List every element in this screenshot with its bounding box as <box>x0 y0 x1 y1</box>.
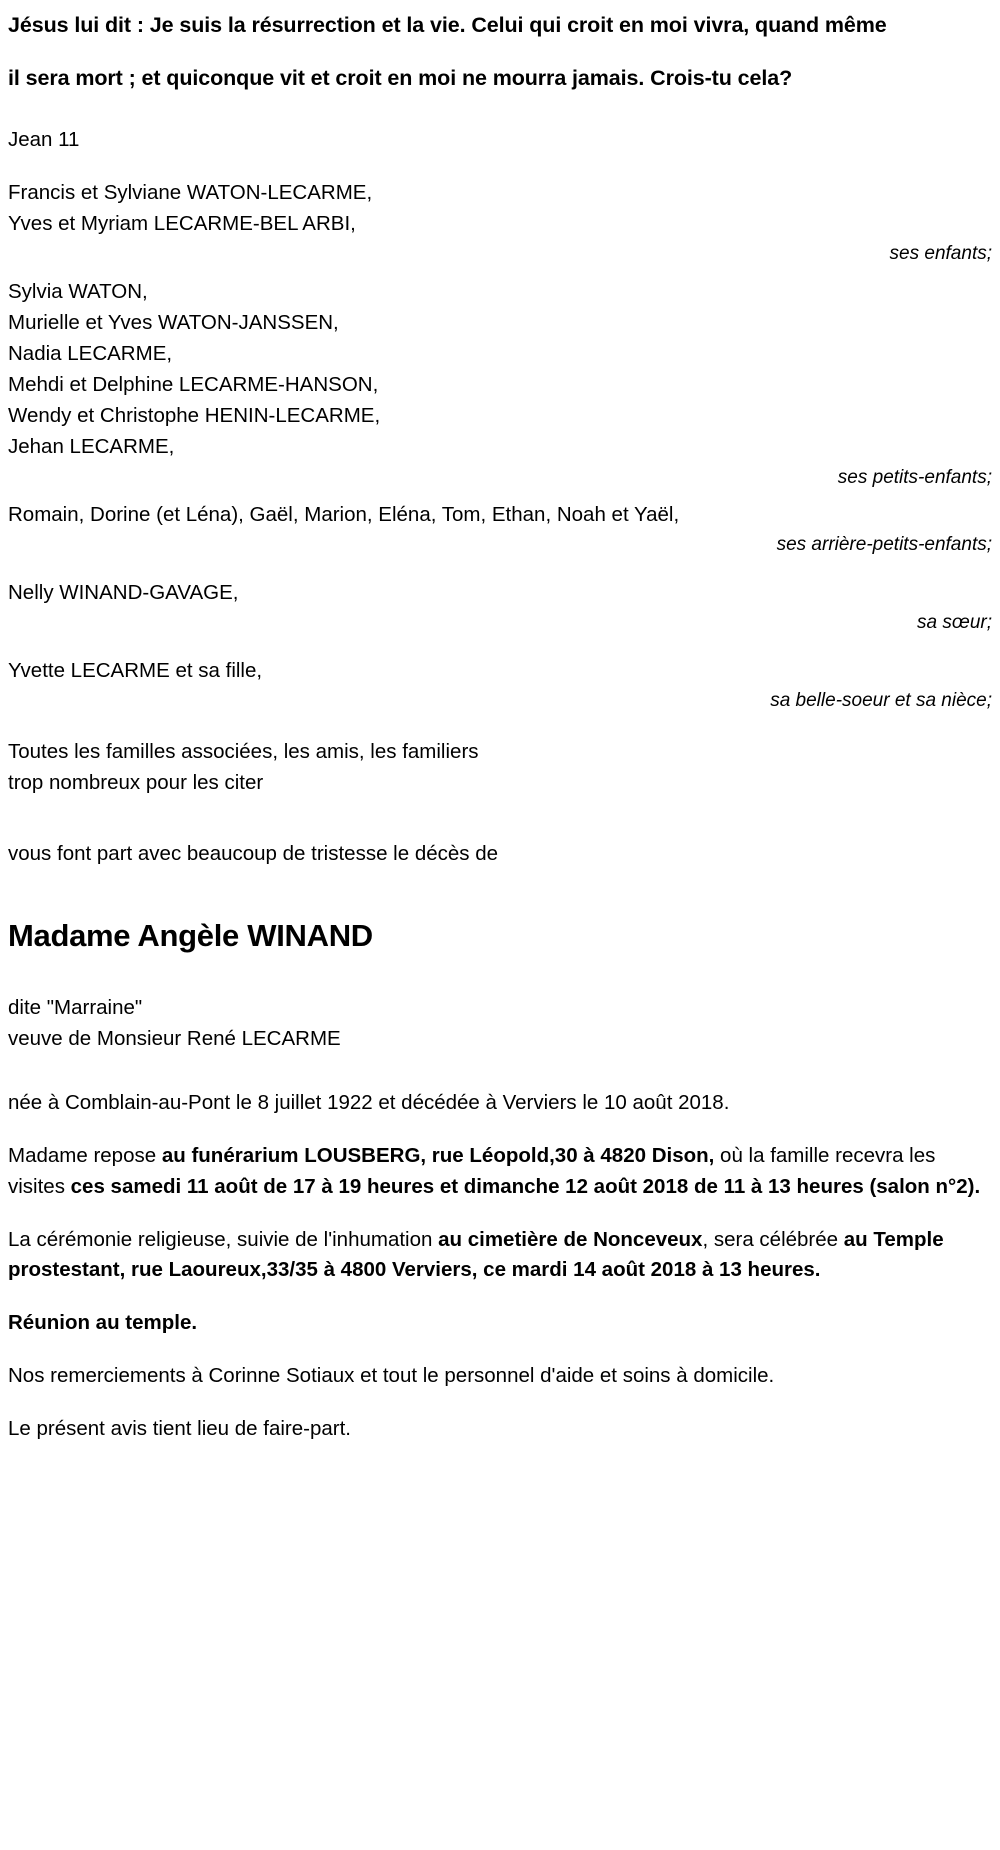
grandchildren-names <box>8 276 992 463</box>
thanks-text: Nos remerciements à Corinne Sotiaux et tout le personnel d'aide et soins à domicile. <box>8 1363 775 1387</box>
repose-middle: où la famille recevra les visites <box>8 1144 936 1198</box>
repose-info <box>0 1141 1000 1203</box>
family-group-great-grandchildren <box>8 499 992 559</box>
scripture-line-1: Jésus lui dit : Je suis la résurrection et la vie. Celui qui croit en moi vivra, quand même <box>8 13 887 37</box>
ceremony-middle: , sera célébrée <box>702 1227 844 1251</box>
list-item: Yves et Myriam LECARME-BEL ARBI, <box>8 211 356 235</box>
list-item: Nelly WINAND-GAVAGE, <box>8 580 239 604</box>
ceremony-prefix: La cérémonie religieuse, suivie de l'inhumation <box>8 1227 439 1251</box>
list-item: Romain, Dorine (et Léna), Gaël, Marion, Eléna, Tom, Ethan, Noah et Yaël, <box>8 503 680 527</box>
list-item: Jehan LECARME, <box>8 435 175 459</box>
relation-label-sister-in-law: sa belle-soeur et sa nièce; <box>770 689 992 711</box>
children-names <box>8 177 992 239</box>
other-families <box>8 736 992 798</box>
repose-location: au funérarium LOUSBERG, rue Léopold,30 à 4820 Dison, <box>161 1144 715 1168</box>
list-item: trop nombreux pour les citer <box>8 771 264 795</box>
list-item: Toutes les familles associées, les amis, les familiers <box>8 740 479 764</box>
list-item: Mehdi et Delphine LECARME-HANSON, <box>8 373 379 397</box>
deceased-spouse: veuve de Monsieur René LECARME <box>8 1027 341 1051</box>
burial-location: au cimetière de Nonceveux <box>438 1227 703 1251</box>
ceremony-info <box>0 1225 1000 1287</box>
family-group-grandchildren <box>8 276 992 491</box>
relation-label-sister: sa sœur; <box>917 611 992 633</box>
gathering-info: Réunion au temple. <box>8 1311 198 1335</box>
list-item: Wendy et Christophe HENIN-LECARME, <box>8 404 381 428</box>
repose-visiting-hours: ces samedi 11 août de 17 à 19 heures et dimanche 12 août 2018 de 11 à 13 heures (salon n°2). <box>70 1174 981 1198</box>
sister-in-law-names <box>8 655 992 686</box>
deceased-alias: dite "Marraine" <box>8 996 143 1020</box>
deceased-name: Madame Angèle WINAND <box>8 918 373 954</box>
scripture-reference: Jean 11 <box>8 128 80 152</box>
life-dates: née à Comblain-au-Pont le 8 juillet 1922 et décédée à Verviers le 10 août 2018. <box>8 1091 730 1115</box>
list-item: Yvette LECARME et sa fille, <box>8 658 263 682</box>
scripture-block <box>0 10 1000 93</box>
repose-prefix: Madame repose <box>8 1144 162 1168</box>
list-item: Francis et Sylviane WATON-LECARME, <box>8 180 373 204</box>
scripture-line-2: il sera mort ; et quiconque vit et croit en moi ne mourra jamais. Crois-tu cela? <box>8 65 793 90</box>
ceremony-location-time: au Temple prostestant, rue Laoureux,33/35 à 4800 Verviers, ce mardi 14 août 2018 à 13 heures. <box>8 1227 944 1282</box>
list-item: Sylvia WATON, <box>8 279 148 303</box>
relation-label-great-grandchildren: ses arrière-petits-enfants; <box>776 534 992 556</box>
list-item: Murielle et Yves WATON-JANSSEN, <box>8 310 339 334</box>
relation-label-grandchildren: ses petits-enfants; <box>837 466 992 488</box>
list-item: Nadia LECARME, <box>8 341 173 365</box>
closing-text: Le présent avis tient lieu de faire-part. <box>8 1416 351 1440</box>
relation-label-children: ses enfants; <box>889 243 992 265</box>
great-grandchildren-names <box>8 499 992 530</box>
family-group-sister <box>8 577 992 637</box>
announcement-text: vous font part avec beaucoup de tristesse le décès de <box>8 841 499 865</box>
family-list <box>0 177 1000 799</box>
family-group-children <box>8 177 992 268</box>
family-group-sister-in-law <box>8 655 992 715</box>
deceased-alias-block <box>0 992 1000 1054</box>
sister-names <box>8 577 992 608</box>
